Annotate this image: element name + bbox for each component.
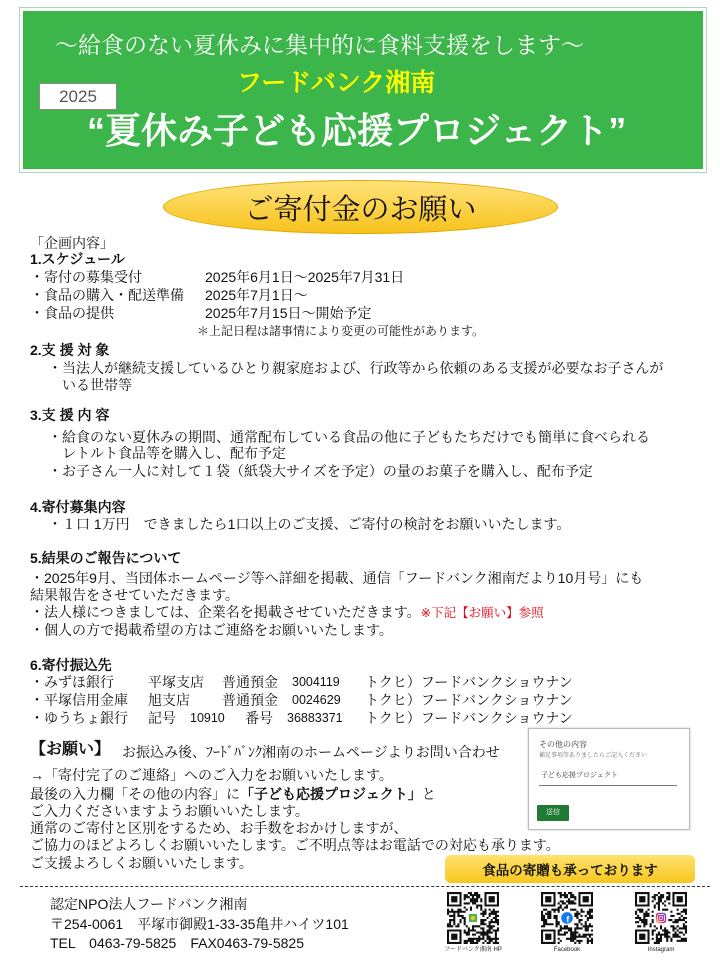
schedule-row-value: 2025年7月1日～: [205, 287, 308, 303]
request-line: →「寄付完了のご連絡」へのご入力をお願いいたします。: [30, 767, 393, 783]
request-line: [30, 785, 436, 803]
qr-code-homepage: [447, 892, 499, 944]
dashed-divider: [20, 886, 710, 887]
qr-code-instagram: [635, 892, 687, 944]
bank-account-holder: トクヒ）フードバンクショウナン: [365, 710, 573, 726]
bank-account-holder: トクヒ）フードバンクショウナン: [365, 692, 573, 708]
report-corporate-text: ・法人様につきましては、企業名を掲載させていただきます。: [30, 604, 421, 620]
instagram-icon: [655, 912, 667, 924]
request-project-keyword: 「子ども応援プロジェクト」: [240, 786, 422, 802]
report-line: ・2025年9月、当団体ホームページ等へ詳細を掲載、通信「フードバンク湘南だより10月号」にも: [30, 570, 644, 586]
content-heading: 3.支 援 内 容: [30, 407, 110, 423]
schedule-row-label: ・寄付の募集受付: [30, 269, 142, 285]
schedule-row-label: ・食品の購入・配送準備: [30, 287, 184, 303]
bank-heading: 6.寄付振込先: [30, 657, 112, 673]
request-line: ご入力くださいますようお願いいたします。: [30, 803, 309, 819]
report-line: 結果報告をさせていただきます。: [30, 587, 239, 603]
bank-account-holder: トクヒ）フードバンクショウナン: [365, 674, 573, 690]
form-other-input: [539, 767, 677, 786]
banner-subtitle: ～給食のない夏休みに集中的に食料支援をします～: [55, 32, 584, 58]
contact-form-screenshot: [528, 728, 690, 830]
bank-account-number: 0024629: [292, 693, 341, 707]
page-heading: ご寄付金のお願い: [244, 193, 477, 226]
request-line3-pre: 最後の入力欄「その他の内容」に: [30, 786, 240, 802]
qr-label-instagram: Instagram: [647, 947, 675, 953]
foodbank-logo-icon: [468, 913, 478, 923]
report-individual-line: ・個人の方で掲載希望の方はご連絡をお願いいたします。: [30, 622, 393, 638]
donation-line: ・１口 1万円 できましたら1口以上のご支援、ご寄付の検討をお願いいたします。: [48, 516, 571, 532]
bank-name: ・ゆうちょ銀行: [30, 710, 128, 726]
banner-org-name: フードバンク湘南: [237, 69, 436, 97]
schedule-heading: 1.スケジュール: [30, 251, 125, 267]
footer-address: 〒254-0061 平塚市御殿1-33-35亀井ハイツ101: [50, 916, 349, 932]
bank-number-label: 番号: [245, 710, 273, 726]
bank-account-type: 普通預金: [222, 692, 278, 708]
bank-account-type: 普通預金: [222, 674, 278, 690]
request-title: 【お願い】: [30, 741, 111, 758]
request-line: 通常のご寄付と区別をするため、お手数をおかけしますが、: [30, 820, 408, 836]
bank-symbol: 10910: [190, 711, 225, 725]
footer-org-name: 認定NPO法人フードバンク湘南: [50, 896, 248, 912]
request-line: ご協力のほどよろしくお願いいたします。ご不明点等はお電話での対応も承ります。: [30, 837, 560, 853]
form-submit-button: 送信: [537, 805, 569, 821]
footer-contact: TEL 0463-79-5825 FAX0463-79-5825: [50, 935, 304, 951]
report-heading: 5.結果のご報告について: [30, 550, 182, 566]
banner-year-badge: 2025: [39, 83, 117, 110]
content-line: レトルト食品等を購入し、配布予定: [62, 445, 286, 461]
report-corporate-line: [30, 603, 544, 622]
donation-heading: 4.寄付募集内容: [30, 499, 126, 515]
schedule-note: ＊上記日程は諸事情により変更の可能性があります。: [197, 324, 485, 338]
bank-name: ・みずほ銀行: [30, 674, 114, 690]
content-line: ・お子さん一人に対して１袋（紙袋大サイズを予定）の量のお菓子を購入し、配布予定: [48, 463, 593, 479]
schedule-row-label: ・食品の提供: [30, 305, 114, 321]
bank-account-number: 3004119: [292, 675, 340, 689]
request-line: お振込み後、ﾌｰﾄﾞﾊﾞﾝｸ湘南のホームページよりお問い合わせ: [122, 744, 500, 760]
food-donation-notice: 食品の寄贈も承っております: [445, 855, 695, 883]
plan-label: 「企画内容」: [30, 235, 114, 251]
content-line: ・給食のない夏休みの期間、通常配布している食品の他に子どもたちだけでも簡単に食べられる: [48, 429, 650, 445]
title-banner: [20, 8, 706, 172]
request-line3-post: と: [421, 786, 436, 802]
form-input-value: 子ども応援プロジェクト: [541, 772, 618, 779]
form-field-label: その他の内容: [539, 740, 587, 749]
bank-name: ・平塚信用金庫: [30, 692, 128, 708]
form-field-hint: 補足事項等ありましたらご記入ください: [539, 753, 648, 759]
target-heading: 2.支 援 対 象: [30, 342, 110, 358]
facebook-icon: [560, 911, 574, 925]
heading-ellipse: [163, 180, 558, 234]
schedule-row-value: 2025年7月15日～開始予定: [205, 305, 372, 321]
banner-project-title: “夏休み子ども応援プロジェクト”: [87, 110, 627, 151]
bank-symbol-label: 記号: [148, 710, 176, 726]
bank-branch: 平塚支店: [148, 674, 204, 690]
target-line: いる世帯等: [62, 377, 132, 393]
qr-code-facebook: [541, 892, 593, 944]
bank-account-number: 36883371: [287, 711, 343, 725]
report-corporate-note: ※下記【お願い】参照: [420, 606, 544, 620]
qr-label-homepage: フードバンク湘南 HP: [444, 947, 502, 953]
bank-branch: 旭支店: [148, 692, 190, 708]
request-line: ご支援よろしくお願いいたします。: [30, 855, 253, 871]
target-line: ・当法人が継続支援しているひとり親家庭および、行政等から依頼のある支援が必要なお子さんが: [48, 360, 664, 376]
schedule-row-value: 2025年6月1日～2025年7月31日: [205, 269, 405, 285]
qr-label-facebook: Facebook: [553, 947, 581, 953]
svg-text:f: f: [566, 914, 570, 925]
